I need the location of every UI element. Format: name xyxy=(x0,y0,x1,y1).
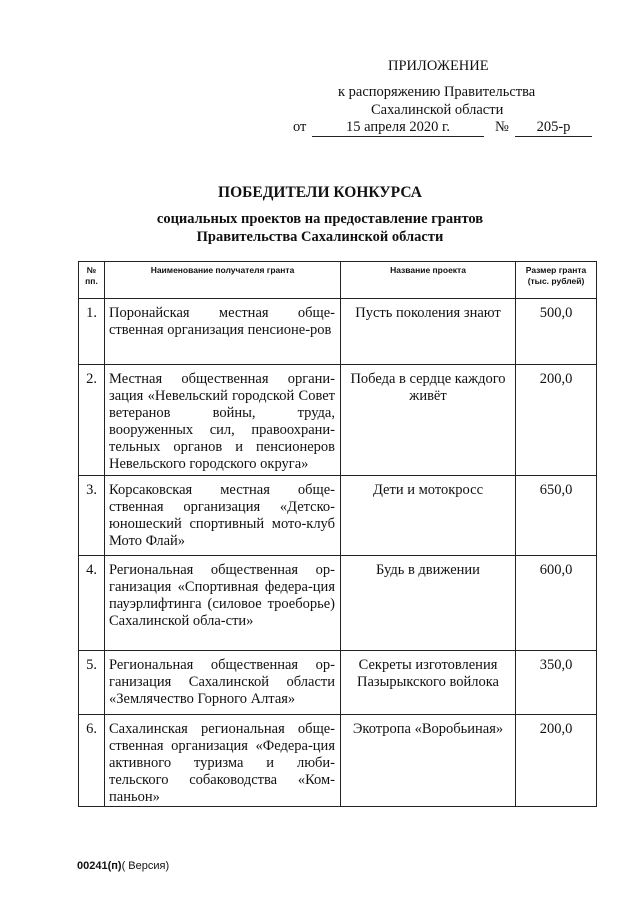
order-date: 15 апреля 2020 г. xyxy=(312,119,484,137)
grant-amount: 350,0 xyxy=(516,651,597,715)
document-title: ПОБЕДИТЕЛИ КОНКУРСА xyxy=(218,184,422,201)
table-row xyxy=(79,365,597,476)
row-number: 1. xyxy=(79,299,105,365)
grant-amount: 650,0 xyxy=(516,476,597,556)
row-number: 3. xyxy=(79,476,105,556)
document-code-number: 00241(п) xyxy=(77,860,122,872)
column-header-grant-amount: Размер гранта (тыс. рублей) xyxy=(516,262,597,299)
project-name: Экотропа «Воробьиная» xyxy=(341,715,516,807)
order-number: 205-р xyxy=(515,119,592,137)
column-header-number: № пп. xyxy=(79,262,105,299)
order-reference-line2: Сахалинской области xyxy=(371,102,504,118)
recipient-name: Корсаковская местная обще-ственная организация «Детско-юношеский спортивный мото-клуб Мото Флай» xyxy=(105,476,341,556)
recipient-name: Региональная общественная ор-ганизация «Спортивная федера-ция пауэрлифтинга (силовое троеборье) Сахалинской обла-сти» xyxy=(105,556,341,651)
table-body xyxy=(79,299,597,807)
document-subtitle-line2: Правительства Сахалинской области xyxy=(196,229,444,245)
number-label: № xyxy=(495,119,509,135)
table-row xyxy=(79,715,597,807)
document-version: ( Версия) xyxy=(121,860,170,872)
project-name: Секреты изготовления Пазырыкского войлока xyxy=(341,651,516,715)
order-reference-line1: к распоряжению Правительства xyxy=(338,84,536,100)
document-subtitle-line1: социальных проектов на предоставление грантов xyxy=(156,211,484,227)
row-number: 6. xyxy=(79,715,105,807)
table-row xyxy=(79,476,597,556)
appendix-heading: ПРИЛОЖЕНИЕ xyxy=(388,58,489,74)
recipient-name: Местная общественная органи-зация «Невельский городской Совет ветеранов войны, труда, вооруженных сил, правоохрани-тельных органов и пенсионеров Невельского городского округа» xyxy=(105,365,341,476)
project-name: Пусть поколения знают xyxy=(341,299,516,365)
recipient-name: Поронайская местная обще-ственная организация пенсионе-ров xyxy=(105,299,341,365)
grant-amount: 500,0 xyxy=(516,299,597,365)
recipient-name: Сахалинская региональная обще-ственная организация «Федера-ция активного туризма и люби-тельского собаководства «Ком-паньон» xyxy=(105,715,341,807)
project-name: Будь в движении xyxy=(341,556,516,651)
row-number: 4. xyxy=(79,556,105,651)
date-prefix: от xyxy=(293,119,307,135)
project-name: Победа в сердце каждого живёт xyxy=(341,365,516,476)
table-row xyxy=(79,299,597,365)
table-row xyxy=(79,651,597,715)
table-row xyxy=(79,556,597,651)
grant-amount: 600,0 xyxy=(516,556,597,651)
column-header-recipient: Наименование получателя гранта xyxy=(105,262,341,299)
row-number: 2. xyxy=(79,365,105,476)
recipient-name: Региональная общественная ор-ганизация Сахалинской области «Землячество Горного Алтая» xyxy=(105,651,341,715)
project-name: Дети и мотокросс xyxy=(341,476,516,556)
document-code xyxy=(77,860,169,872)
column-header-project: Название проекта xyxy=(341,262,516,299)
winners-table xyxy=(78,261,597,807)
grant-amount: 200,0 xyxy=(516,715,597,807)
grant-amount: 200,0 xyxy=(516,365,597,476)
table-header-row xyxy=(79,262,597,299)
row-number: 5. xyxy=(79,651,105,715)
